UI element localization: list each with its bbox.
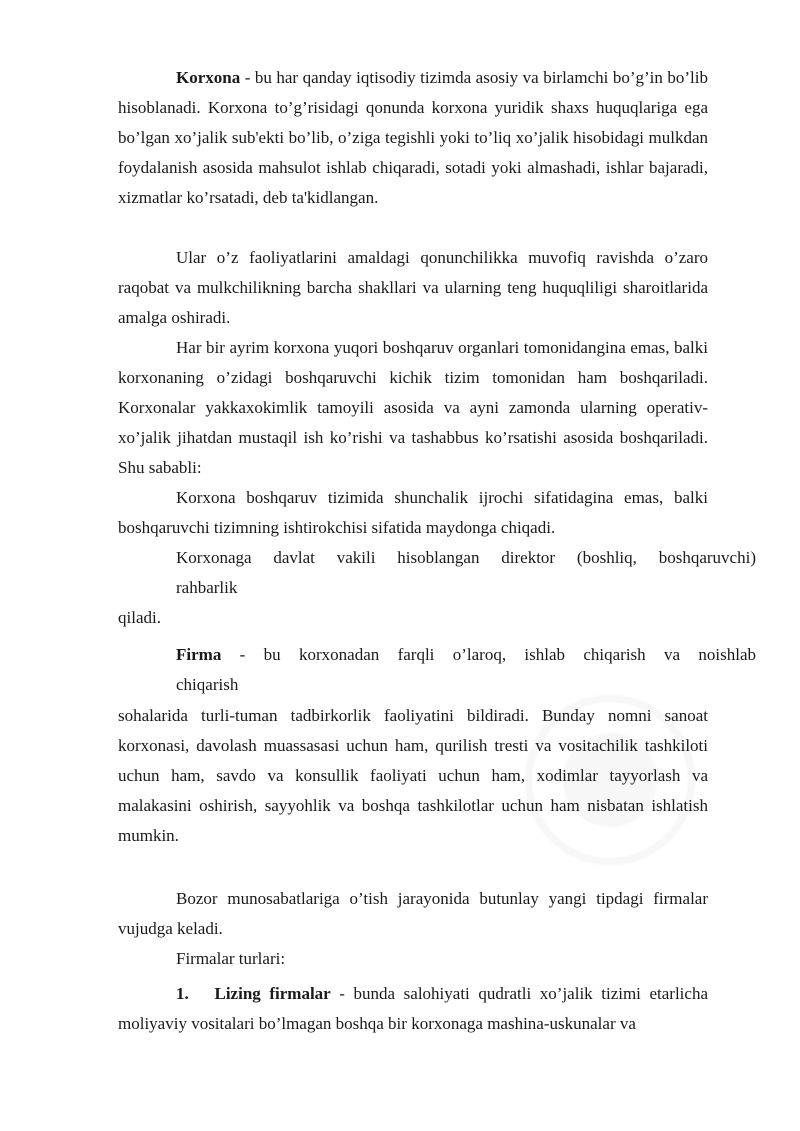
list-number: 1. bbox=[176, 984, 189, 1003]
paragraph-director-line2: rahbarlik bbox=[176, 578, 238, 597]
paragraph-management: Har bir ayrim korxona yuqori boshqaruv organlari tomonidangina emas, balki korxonaning o’zidagi boshqaruvchi kichik tizim tomonidan ham boshqariladi. Korxonalar yakkaxokimlik tamoyili asosida va ayni zamonda ularning operativ- xo’jalik jihatdan mustaqil ish ko’rishi va tashabbus ko’rsatishi asosida boshqariladi. Shu sababli: bbox=[118, 338, 708, 477]
paragraph-firma-line1 bbox=[176, 640, 756, 670]
paragraph-firma-body: sohalarida turli-tuman tadbirkorlik faoliyatini bildiradi. Bunday nomni sanoat korxonasi, davolash muassasasi uchun ham, qurilish tresti va vositachilik tashkiloti uchun ham, savdo va konsullik faoliyati uchun ham, xodimlar tayyorlash va malakasini oshirish, sayyohlik va boshqa tashkilotlar uchun ham nisbatan ishlatish mumkin. bbox=[118, 706, 708, 845]
list-item-text: - bunda salohiyati qudratli xo’jalik tizimi etarlicha moliyaviy vositalari bo’lmagan boshqa bir korxonaga mashina-uskunalar va bbox=[118, 984, 708, 1033]
term-firma: Firma bbox=[176, 645, 222, 664]
firm-types-heading: Firmalar turlari: bbox=[176, 949, 286, 968]
paragraph-korxona-role: Korxona boshqaruv tizimida shunchalik ijrochi sifatidagina emas, balki boshqaruvchi tizimning ishtirokchisi sifatida maydonga chiqadi. bbox=[118, 488, 708, 537]
paragraph-director-line1: Korxonaga davlat vakili hisoblangan direktor (boshliq, boshqaruvchi) bbox=[176, 548, 756, 567]
paragraph-new-firms: Bozor munosabatlariga o’tish jarayonida butunlay yangi tipdagi firmalar vujudga keladi. bbox=[118, 889, 708, 938]
firma-line1-text: - bu korxonadan farqli o’laroq, ishlab chiqarish va noishlab bbox=[221, 645, 756, 664]
paragraph-competition: Ular o’z faoliyatlarini amaldagi qonunchilikka muvofiq ravishda o’zaro raqobat va mulkchilikning barcha shakllari va ularning teng huquqliligi sharoitlarida amalga oshiradi. bbox=[118, 248, 708, 327]
paragraph-director-line3: qiladi. bbox=[118, 608, 161, 627]
paragraph-firma-line2: chiqarish bbox=[176, 675, 239, 694]
paragraph-text: - bu har qanday iqtisodiy tizimda asosiy va birlamchi bo’g’in bo’lib hisoblanadi. Korxona to’g’risidagi qonunda korxona yuridik shaxs huquqlariga ega bo’lgan xo’jalik sub'ekti bo’lib, o’ziga tegishli yoki to’liq xo’jalik hisobidagi mulkdan foydalanish asosida mahsulot ishlab chiqaradi, sotadi yoki almashadi, ishlar bajaradi, xizmatlar ko’rsatadi, deb ta'kidlangan. bbox=[118, 68, 708, 207]
paragraph-korxona-definition bbox=[118, 63, 708, 213]
term-lizing-firmalar: Lizing firmalar bbox=[214, 984, 331, 1003]
list-item-leasing-firms bbox=[118, 979, 708, 1039]
term-korxona: Korxona bbox=[176, 68, 241, 87]
